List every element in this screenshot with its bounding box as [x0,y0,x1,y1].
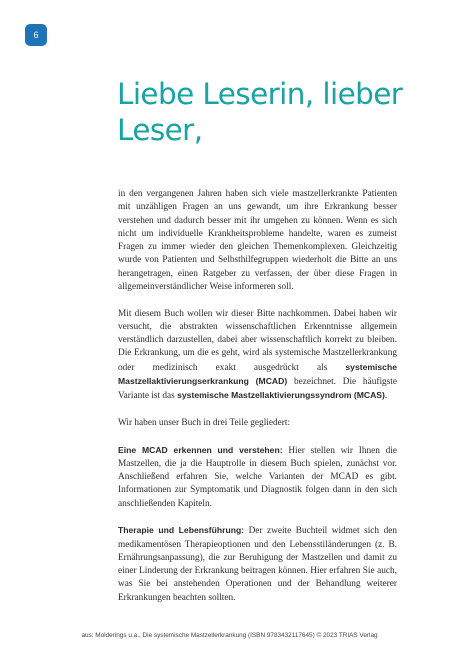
paragraph-structure: Wir haben unser Buch in drei Teile gegliedert: [118,417,291,428]
part-one-heading: Eine MCAD erkennen und verstehen: [118,444,283,455]
paragraph-book-purpose [118,308,397,404]
footer-citation: aus: Molderings u.a., Die systemische Mastzellerkrankung (ISBN 9783432117645) © 2023 TRIAS Verlag [81,632,378,639]
title-line-2: Leser, [117,113,203,147]
paragraph-part-two [118,524,397,605]
part-two-heading: Therapie und Lebensführung: [118,525,245,536]
paragraph-part-one [118,444,397,511]
page-title [117,76,447,148]
page-number-badge: 6 [25,24,47,46]
paragraph-text: Mit diesem Buch wollen wir dieser Bitte nachkommen. Dabei haben wir versucht, die abstrakten wissenschaftlichen Erkenntnisse allgemein verständlich darzustellen, dabei aber wissenschaftlich korrekt zu bleiben. Die Erkrankung, um die es geht, wird als systemische Mastzellerkrankung oder medizinisch exakt ausgedrückt als [118,308,397,373]
paragraph-intro: in den vergangenen Jahren haben sich viele mastzellerkrankte Patienten mit unzähligen Fragen an uns gewandt, um ihre Erkrankung besser verstehen und dadurch besser mit ihr umgehen zu können. Wenn es sich nicht um individuelle Krankheitsprobleme handelte, waren es zumeist Fragen zu immer wieder den gleichen Themenkomplexen. Gleichzeitig wurde von Patienten und Selbsthilfegruppen wiederholt die Bitte an uns herangetragen, einen Ratgeber zu verfassen, der über diese Fragen in allgemeinverständlicher Weise informeren soll. [118,189,397,292]
title-line-1: Liebe Leserin, lieber [117,77,403,111]
part-one-text: Hier stellen wir Ihnen die Mastzellen, die ja die Hauptrolle in diesem Buch spielen, zunächst vor. Anschließend erfahren Sie, welche Varianten der MCAD es gibt. Informationen zur Symptomatik und Diagnostik folgen dann in den sich anschließenden Kapiteln. [118,445,397,509]
paragraph-text: . [384,391,388,401]
term-mcas: systemische Mastzellaktivierungssyndrom (MCAS) [177,390,385,400]
term-mcad: systemische Mastzellaktivierungserkrankung (MCAD) [118,361,397,386]
paragraph-text: bezeichnet. Die häufigste Variante ist das [118,376,398,401]
part-two-text: Der zweite Buchteil widmet sich den medikamentösen Therapieoptionen und den Lebensstiländerungen (z. B. Ernährungsanpassung), die zur Beruhigung der Mastzellen und damit zu einer Linderung der Erkrankung beitragen können. Hier erfahren Sie auch, was Sie bei anstehenden Operationen und der Behandlung weiterer Erkrankungen beachten sollten. [118,526,397,603]
body-text [118,188,397,605]
